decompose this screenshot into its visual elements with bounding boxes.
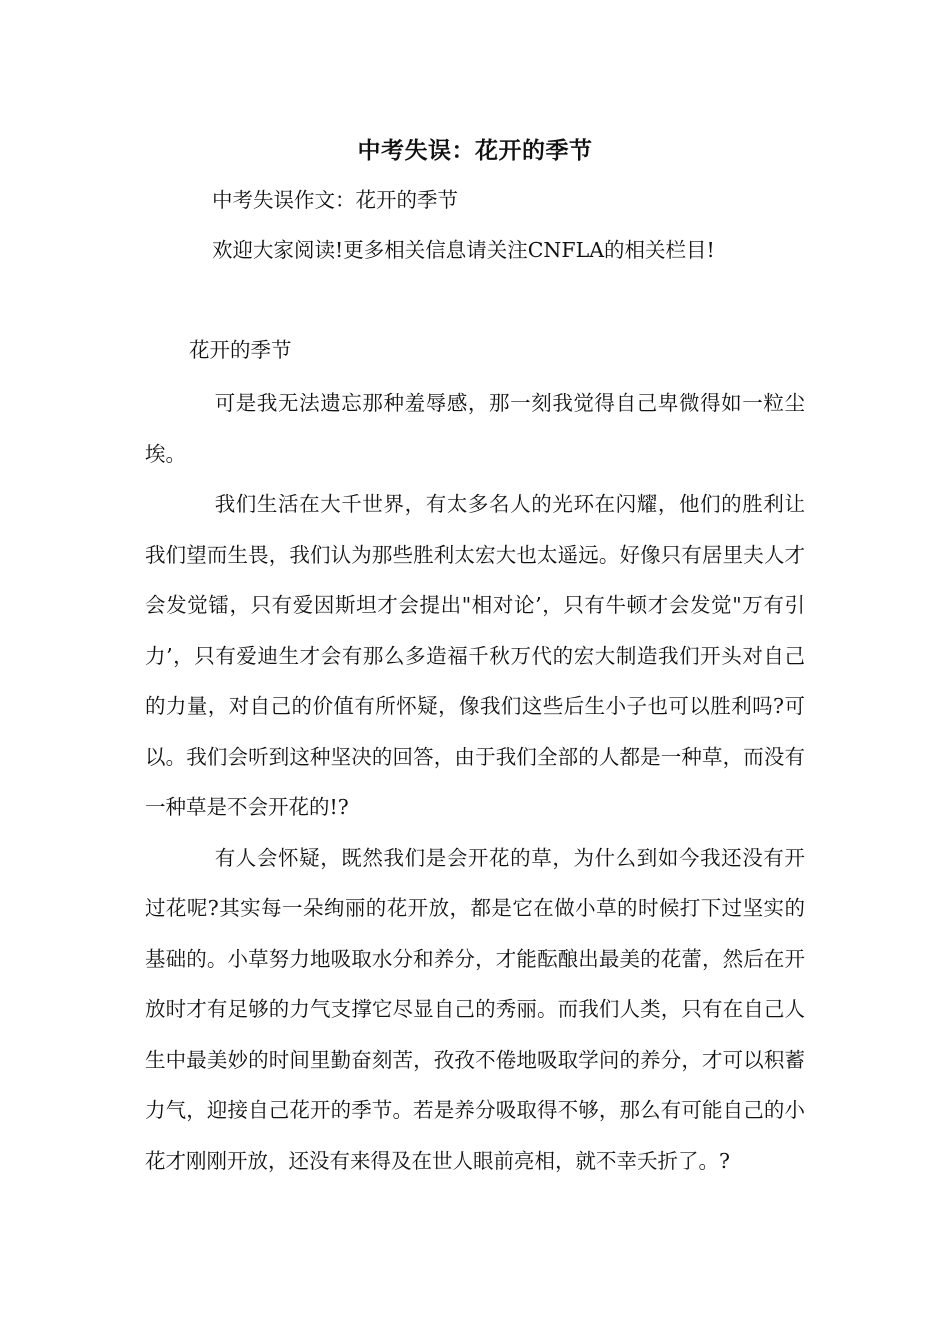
- paragraph: 可是我无法遗忘那种羞辱感，那一刻我觉得自己卑微得如一粒尘埃。: [145, 391, 805, 466]
- welcome-text: 欢迎大家阅读!更多相关信息请关注CNFLA的相关栏目!: [212, 238, 715, 262]
- article-body: [145, 378, 805, 1186]
- page-title: 中考失误：花开的季节: [357, 137, 593, 164]
- paragraph: 有人会怀疑，既然我们是会开花的草，为什么到如今我还没有开过花呢?其实每一朵绚丽的花开放，都是它在做小草的时候打下过坚实的基础的。小草努力地吸取水分和养分，才能酝酿出最美的花蕾，然后在开放时才有足够的力气支撑它尽显自己的秀丽。而我们人类，只有在自己人生中最美妙的时间里勤奋刻苦，孜孜不倦地吸取学问的养分，才可以积蓄力气，迎接自己花开的季节。若是养分吸取得不够，那么有可能自己的小花才刚刚开放，还没有来得及在世人眼前亮相，就不幸夭折了。?: [145, 845, 805, 1173]
- section-heading: 花开的季节: [189, 338, 292, 362]
- subtitle: 中考失误作文：花开的季节: [212, 188, 458, 212]
- paragraph: 我们生活在大千世界，有太多名人的光环在闪耀，他们的胜利让我们望而生畏，我们认为那些胜利太宏大也太遥远。好像只有居里夫人才会发觉镭，只有爱因斯坦才会提出"相对论’，只有牛顿才会发觉"万有引力’，只有爱迪生才会有那么多造福千秋万代的宏大制造我们开头对自己的力量，对自己的价值有所怀疑，像我们这些后生小子也可以胜利吗?可以。我们会听到这种坚决的回答，由于我们全部的人都是一种草，而没有一种草是不会开花的!?: [145, 492, 805, 819]
